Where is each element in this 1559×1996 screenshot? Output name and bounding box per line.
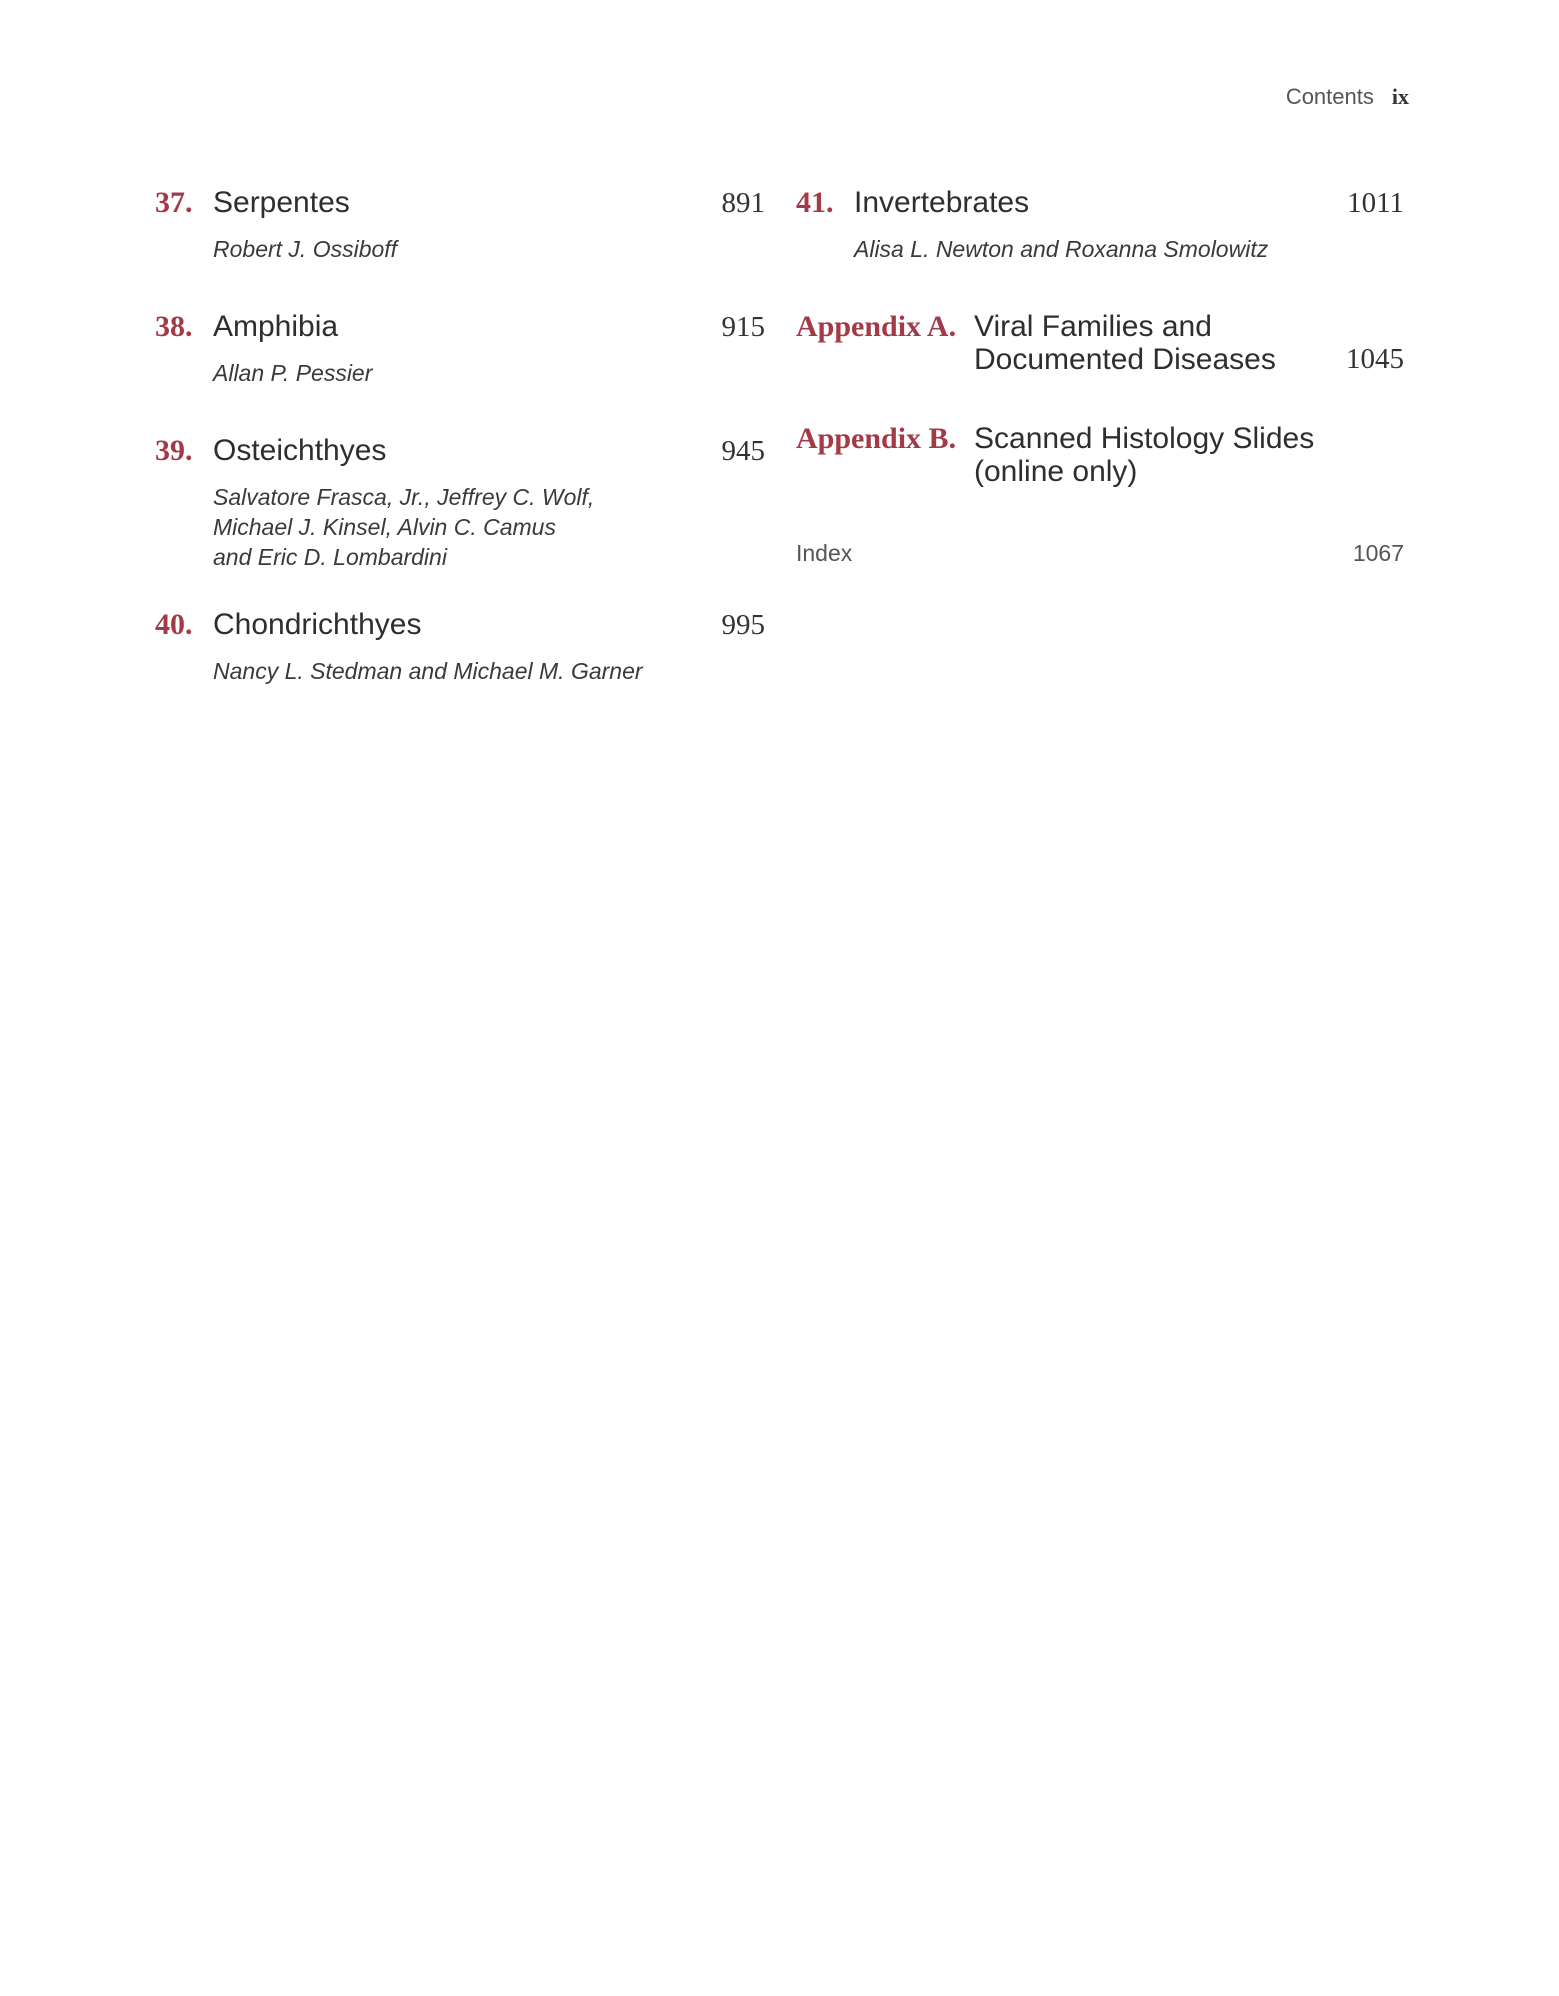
appendix-title-line: (online only) <box>974 455 1138 488</box>
chapter-number: 39. <box>155 434 193 467</box>
chapter-page: 995 <box>721 609 765 641</box>
author-line: and Eric D. Lombardini <box>213 544 447 570</box>
appendix-label: Appendix A. <box>796 310 957 343</box>
appendix-page: 1045 <box>1346 343 1404 375</box>
index-label[interactable]: Index <box>796 540 853 566</box>
chapter-title[interactable]: Osteichthyes <box>213 434 387 467</box>
chapter-authors <box>213 358 765 388</box>
author-line: Robert J. Ossiboff <box>213 236 398 262</box>
chapter-page: 945 <box>721 435 765 467</box>
chapter-page: 891 <box>721 187 765 219</box>
page-number: ix <box>1391 84 1409 109</box>
author-line: Salvatore Frasca, Jr., Jeffrey C. Wolf, <box>213 484 595 510</box>
toc-appendix-b[interactable] <box>796 422 1404 488</box>
chapter-number: 41. <box>796 186 834 219</box>
chapter-number: 37. <box>155 186 193 219</box>
running-head <box>1286 84 1409 110</box>
chapter-title[interactable]: Invertebrates <box>854 186 1030 219</box>
chapter-authors <box>213 656 765 686</box>
toc-right-column <box>796 186 1404 567</box>
chapter-title[interactable]: Chondrichthyes <box>213 608 422 641</box>
author-line: Allan P. Pessier <box>213 360 373 386</box>
chapter-number: 40. <box>155 608 193 641</box>
appendix-title[interactable] <box>974 310 1346 376</box>
toc-entry-39[interactable] <box>155 434 765 572</box>
appendix-title-line: Viral Families and <box>974 310 1212 343</box>
author-line: Michael J. Kinsel, Alvin C. Camus <box>213 514 556 540</box>
index-page: 1067 <box>1352 540 1404 566</box>
chapter-page: 915 <box>721 311 765 343</box>
chapter-authors <box>854 234 1404 264</box>
appendix-label: Appendix B. <box>796 422 957 455</box>
appendix-title[interactable] <box>974 422 1404 488</box>
toc-entry-37[interactable] <box>155 186 765 264</box>
running-head-section: Contents <box>1285 84 1374 109</box>
toc-entry-40[interactable] <box>155 608 765 686</box>
toc-appendix-a[interactable] <box>796 310 1404 376</box>
author-line: Alisa L. Newton and Roxanna Smolowitz <box>854 236 1269 262</box>
chapter-authors <box>213 234 765 264</box>
toc-entry-41[interactable] <box>796 186 1404 264</box>
chapter-title[interactable]: Amphibia <box>213 310 339 343</box>
author-line: Nancy L. Stedman and Michael M. Garner <box>213 658 643 684</box>
toc-entry-38[interactable] <box>155 310 765 388</box>
toc-left-column <box>155 186 765 686</box>
toc-index[interactable] <box>796 540 1404 567</box>
chapter-page: 1011 <box>1347 187 1404 219</box>
chapter-title[interactable]: Serpentes <box>213 186 350 219</box>
chapter-number: 38. <box>155 310 193 343</box>
appendix-title-line: Scanned Histology Slides <box>974 422 1315 455</box>
appendix-title-line: Documented Diseases <box>974 343 1276 376</box>
chapter-authors <box>213 482 765 572</box>
